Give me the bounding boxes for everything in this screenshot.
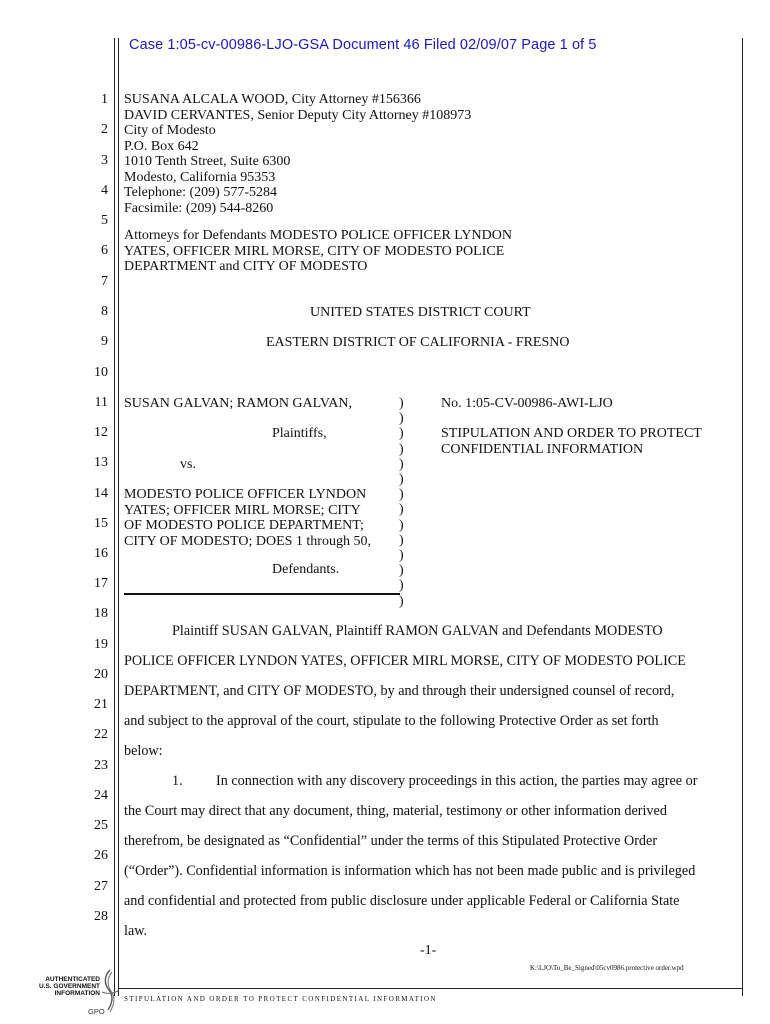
body-line: (“Order”). Confidential information is information which has not been made public and is privileged [124, 863, 696, 879]
file-path: K:\LJO\To_Be_Signed\05cv0986.protective order.wpd [530, 964, 684, 972]
caption-underline [124, 593, 400, 595]
paren: ) [399, 487, 404, 503]
court-name: UNITED STATES DISTRICT COURT [310, 305, 531, 320]
line-number: 24 [94, 788, 108, 803]
paren: ) [399, 548, 404, 564]
line-number: 28 [94, 909, 108, 924]
attorney-line: P.O. Box 642 [124, 138, 199, 154]
paren: ) [399, 502, 404, 518]
defendants-line: OF MODESTO POLICE DEPARTMENT; [124, 518, 364, 533]
paren: ) [399, 426, 404, 442]
paren: ) [399, 456, 404, 472]
attorneys-for-line: YATES, OFFICER MIRL MORSE, CITY OF MODESTO POLICE [124, 243, 505, 259]
line-number: 7 [101, 274, 108, 289]
document-title [441, 426, 702, 457]
page-number: -1- [420, 943, 437, 958]
caption-parentheses [399, 396, 404, 609]
defendants-block [124, 487, 371, 549]
attorney-line: Modesto, California 95353 [124, 169, 276, 185]
body-line: below: [124, 743, 163, 759]
line-number: 10 [94, 365, 108, 380]
seal-line: U.S. GOVERNMENT [38, 983, 100, 990]
seal-gpo: GPO [88, 1007, 105, 1016]
line-number: 6 [101, 243, 108, 258]
line-number: 20 [94, 667, 108, 682]
footer-rule [118, 988, 742, 989]
case-header-stamp: Case 1:05-cv-00986-LJO-GSA Document 46 Filed 02/09/07 Page 1 of 5 [129, 37, 597, 53]
line-number: 9 [101, 334, 108, 349]
paren: ) [399, 411, 404, 427]
seal-text [39, 976, 100, 997]
attorney-line: DAVID CERVANTES, Senior Deputy City Attorney #108973 [124, 107, 472, 123]
right-margin-rule [742, 38, 743, 996]
footer-title: STIPULATION AND ORDER TO PROTECT CONFIDENTIAL INFORMATION [124, 995, 437, 1003]
line-number: 18 [94, 606, 108, 621]
line-number: 14 [94, 486, 108, 501]
paren: ) [399, 532, 404, 548]
line-number: 15 [94, 516, 108, 531]
line-number: 3 [101, 153, 108, 168]
line-number: 16 [94, 546, 108, 561]
line-number: 4 [101, 183, 108, 198]
seal-line: INFORMATION [54, 990, 100, 997]
line-number: 1 [101, 92, 108, 107]
line-number: 5 [101, 213, 108, 228]
body-line: and subject to the approval of the court, stipulate to the following Protective Order as set forth [124, 713, 659, 729]
attorney-line: SUSANA ALCALA WOOD, City Attorney #156366 [124, 92, 421, 107]
body-line: the Court may direct that any document, thing, material, testimony or other information derived [124, 803, 667, 819]
defendants-line: MODESTO POLICE OFFICER LYNDON [124, 487, 367, 502]
body-line: POLICE OFFICER LYNDON YATES, OFFICER MIRL MORSE, CITY OF MODESTO POLICE [124, 653, 686, 669]
attorney-line: 1010 Tenth Street, Suite 6300 [124, 154, 291, 169]
line-number: 17 [94, 576, 108, 591]
line-number: 25 [94, 818, 108, 833]
body-line: law. [124, 923, 148, 939]
case-number: No. 1:05-CV-00986-AWI-LJO [441, 396, 613, 411]
line-number: 22 [94, 727, 108, 742]
body-line: Plaintiff SUSAN GALVAN, Plaintiff RAMON GALVAN and Defendants MODESTO [172, 623, 663, 639]
body-line: and confidential and protected from public disclosure under applicable Federal or California State [124, 893, 680, 909]
seal-line: AUTHENTICATED [45, 976, 100, 983]
paren: ) [399, 578, 404, 594]
line-number: 27 [94, 879, 108, 894]
defendants-line: YATES; OFFICER MIRL MORSE; CITY [124, 502, 361, 518]
paren: ) [399, 517, 404, 533]
court-district: EASTERN DISTRICT OF CALIFORNIA - FRESNO [266, 335, 570, 350]
defendants-line: CITY OF MODESTO; DOES 1 through 50, [124, 533, 371, 549]
attorneys-for-block [124, 228, 512, 275]
attorneys-for-line: Attorneys for Defendants MODESTO POLICE OFFICER LYNDON [124, 228, 512, 243]
document-title-line: CONFIDENTIAL INFORMATION [441, 441, 644, 457]
plaintiffs-names: SUSAN GALVAN; RAMON GALVAN, [124, 396, 352, 411]
attorneys-for-line: DEPARTMENT and CITY OF MODESTO [124, 259, 368, 274]
attorney-line: City of Modesto [124, 123, 216, 138]
line-number: 26 [94, 848, 108, 863]
line-number: 23 [94, 758, 108, 773]
paragraph-number: 1. [172, 773, 183, 789]
paren: ) [399, 396, 404, 411]
line-number: 12 [94, 425, 108, 440]
paren: ) [399, 563, 404, 579]
line-number: 13 [94, 455, 108, 470]
gpo-seal [38, 968, 122, 1018]
vs-label: vs. [180, 457, 196, 472]
paren: ) [399, 593, 404, 609]
paren: ) [399, 441, 404, 457]
attorney-line: Facsimile: (209) 544-8260 [124, 200, 274, 216]
body-line: therefrom, be designated as “Confidential” under the terms of this Stipulated Protective Order [124, 833, 658, 849]
body-line: In connection with any discovery proceedings in this action, the parties may agree or [216, 773, 698, 789]
line-number: 19 [94, 637, 108, 652]
left-margin-rule-outer [114, 38, 115, 996]
line-number: 8 [101, 304, 108, 319]
left-margin-rule-inner [118, 38, 119, 996]
defendants-label: Defendants. [272, 562, 340, 577]
attorney-block [124, 92, 471, 216]
line-number: 21 [94, 697, 108, 712]
line-number: 11 [94, 395, 108, 410]
document-title-line: STIPULATION AND ORDER TO PROTECT [441, 426, 702, 441]
plaintiffs-label: Plaintiffs, [272, 426, 327, 441]
attorney-line: Telephone: (209) 577-5284 [124, 185, 277, 200]
paren: ) [399, 472, 404, 488]
line-number: 2 [101, 122, 108, 137]
body-line: DEPARTMENT, and CITY OF MODESTO, by and through their undersigned counsel of record, [124, 683, 675, 699]
